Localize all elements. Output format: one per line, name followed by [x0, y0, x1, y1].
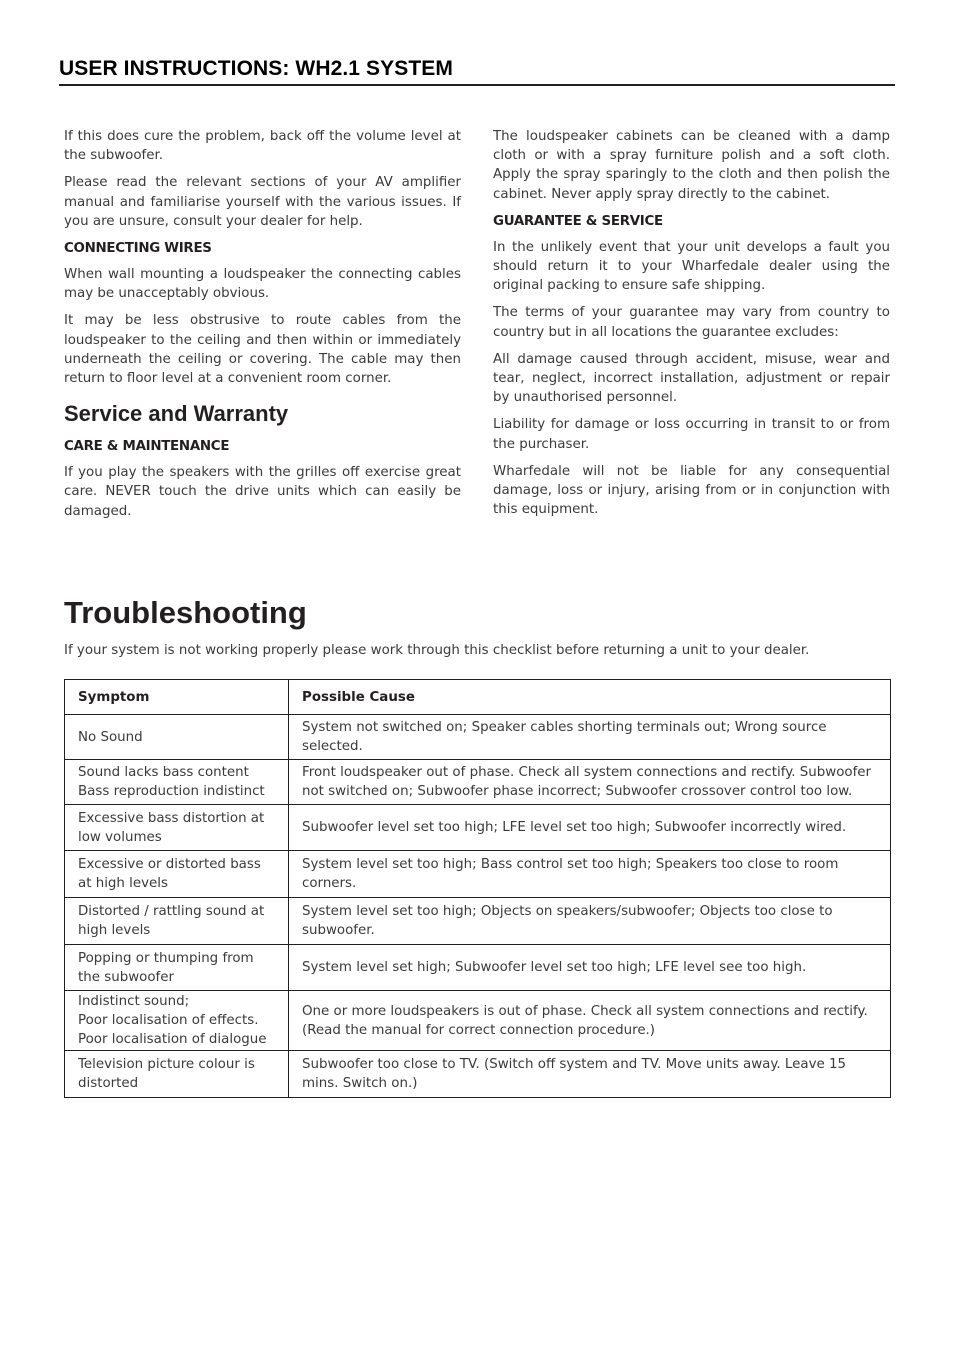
cause-text: Subwoofer level set too high; LFE level set too high; Subwoofer incorrectly wired.: [302, 820, 847, 835]
table-body: [65, 715, 891, 1098]
cause-cell: [289, 715, 891, 760]
cause-column-header: Possible Cause: [289, 680, 891, 715]
cause-text: Front loudspeaker out of phase. Check all system connections and rectify. Subwoofer not switched on; Subwoofer phase incorrect; Subwoofer crossover control too low.: [302, 765, 872, 799]
symptom-text: Distorted / rattling sound at high levels: [78, 904, 265, 938]
table-row: [65, 805, 891, 851]
paragraph: If you play the speakers with the grilles off exercise great care. NEVER touch the drive units which can easily be damaged.: [64, 465, 461, 519]
cause-cell: [289, 898, 891, 945]
table-row: [65, 945, 891, 991]
cause-text: (Read the manual for correct connection procedure.): [302, 1022, 656, 1038]
cause-text: System level set too high; Objects on speakers/subwoofer; Objects too close to subwoofer.: [302, 904, 833, 938]
cause-cell: [289, 851, 891, 898]
paragraph: The loudspeaker cabinets can be cleaned with a damp cloth or with a spray furniture polish and a soft cloth. Apply the spray sparingly to the cloth and then polish the cabinet. Never apply spray directly to the cabinet.: [493, 129, 890, 202]
paragraph: If this does cure the problem, back off the volume level at the subwoofer.: [64, 129, 461, 164]
service-warranty-heading: Service and Warranty: [64, 401, 289, 427]
cause-cell: [289, 805, 891, 851]
page-title: USER INSTRUCTIONS: WH2.1 SYSTEM: [59, 57, 453, 80]
cause-text: System level set too high; Bass control set too high; Speakers too close to room corners.: [302, 857, 839, 891]
paragraph: The terms of your guarantee may vary from country to country but in all locations the guarantee excludes:: [493, 305, 890, 340]
right-column: [493, 127, 890, 527]
symptom-cell: [65, 1051, 289, 1098]
symptom-cell: [65, 851, 289, 898]
table-row: [65, 715, 891, 760]
table-header-row: [65, 680, 891, 715]
symptom-text: Excessive bass distortion at low volumes: [78, 810, 265, 845]
symptom-text: Indistinct sound;: [78, 994, 190, 1009]
page-header: [59, 57, 895, 86]
symptom-text: Television picture colour is distorted: [78, 1057, 255, 1091]
troubleshooting-intro: If your system is not working properly please work through this checklist before returning a unit to your dealer.: [64, 643, 810, 658]
paragraph: In the unlikely event that your unit develops a fault you should return it to your Wharfedale dealer using the original packing to ensure safe shipping.: [493, 239, 890, 294]
table-row: [65, 1051, 891, 1098]
paragraph: Please read the relevant sections of your AV amplifier manual and familiarise yourself with the various issues. If you are unsure, consult your dealer for help.: [64, 175, 461, 229]
troubleshooting-title: Troubleshooting: [64, 595, 307, 630]
cause-text: Subwoofer too close to TV. (Switch off system and TV. Move units away. Leave 15 mins. Switch on.): [302, 1057, 847, 1091]
table-row: [65, 898, 891, 945]
cause-text: One or more loudspeakers is out of phase. Check all system connections and rectify.: [302, 1003, 868, 1019]
paragraph: When wall mounting a loudspeaker the connecting cables may be unacceptably obvious.: [64, 267, 461, 302]
cause-cell: [289, 760, 891, 805]
symptom-text: No Sound: [78, 729, 143, 745]
left-column: [64, 127, 461, 529]
symptom-cell: [65, 898, 289, 945]
symptom-cell: [65, 945, 289, 991]
paragraph: All damage caused through accident, misuse, wear and tear, neglect, incorrect installation, adjustment or repair by unauthorised personnel.: [493, 351, 890, 406]
table-row: [65, 760, 891, 805]
symptom-text: Popping or thumping from the subwoofer: [78, 950, 254, 985]
cause-cell: [289, 945, 891, 991]
paragraph: It may be less obstrusive to route cables from the loudspeaker to the ceiling and then within or immediately underneath the ceiling or covering. The cable may then return to floor level at a convenient room corner.: [64, 313, 461, 387]
symptom-text: Bass reproduction indistinct: [78, 784, 265, 799]
guarantee-service-heading: GUARANTEE & SERVICE: [493, 213, 663, 229]
symptom-cell: [65, 760, 289, 805]
symptom-cell: [65, 715, 289, 760]
cause-text: System level set high; Subwoofer level set too high; LFE level see too high.: [302, 960, 807, 975]
symptom-cell: [65, 805, 289, 851]
paragraph: Wharfedale will not be liable for any consequential damage, loss or injury, arising from or in conjunction with this equipment.: [493, 463, 890, 518]
symptom-text: Poor localisation of dialogue: [78, 1032, 267, 1047]
connecting-wires-heading: CONNECTING WIRES: [64, 241, 212, 257]
symptom-text: Sound lacks bass content: [78, 765, 249, 780]
table-row: [65, 851, 891, 898]
troubleshooting-table: [64, 679, 891, 1098]
symptom-column-header: Symptom: [65, 680, 289, 715]
symptom-text: Excessive or distorted bass at high levels: [78, 857, 261, 891]
care-maintenance-heading: CARE & MAINTENANCE: [64, 439, 230, 455]
cause-cell: [289, 1051, 891, 1098]
paragraph: Liability for damage or loss occurring in transit to or from the purchaser.: [493, 417, 890, 452]
cause-text: System not switched on; Speaker cables shorting terminals out; Wrong source selected.: [302, 720, 827, 754]
symptom-cell: [65, 991, 289, 1051]
table-row: [65, 991, 891, 1051]
symptom-text: Poor localisation of effects.: [78, 1013, 259, 1028]
cause-cell: [289, 991, 891, 1051]
